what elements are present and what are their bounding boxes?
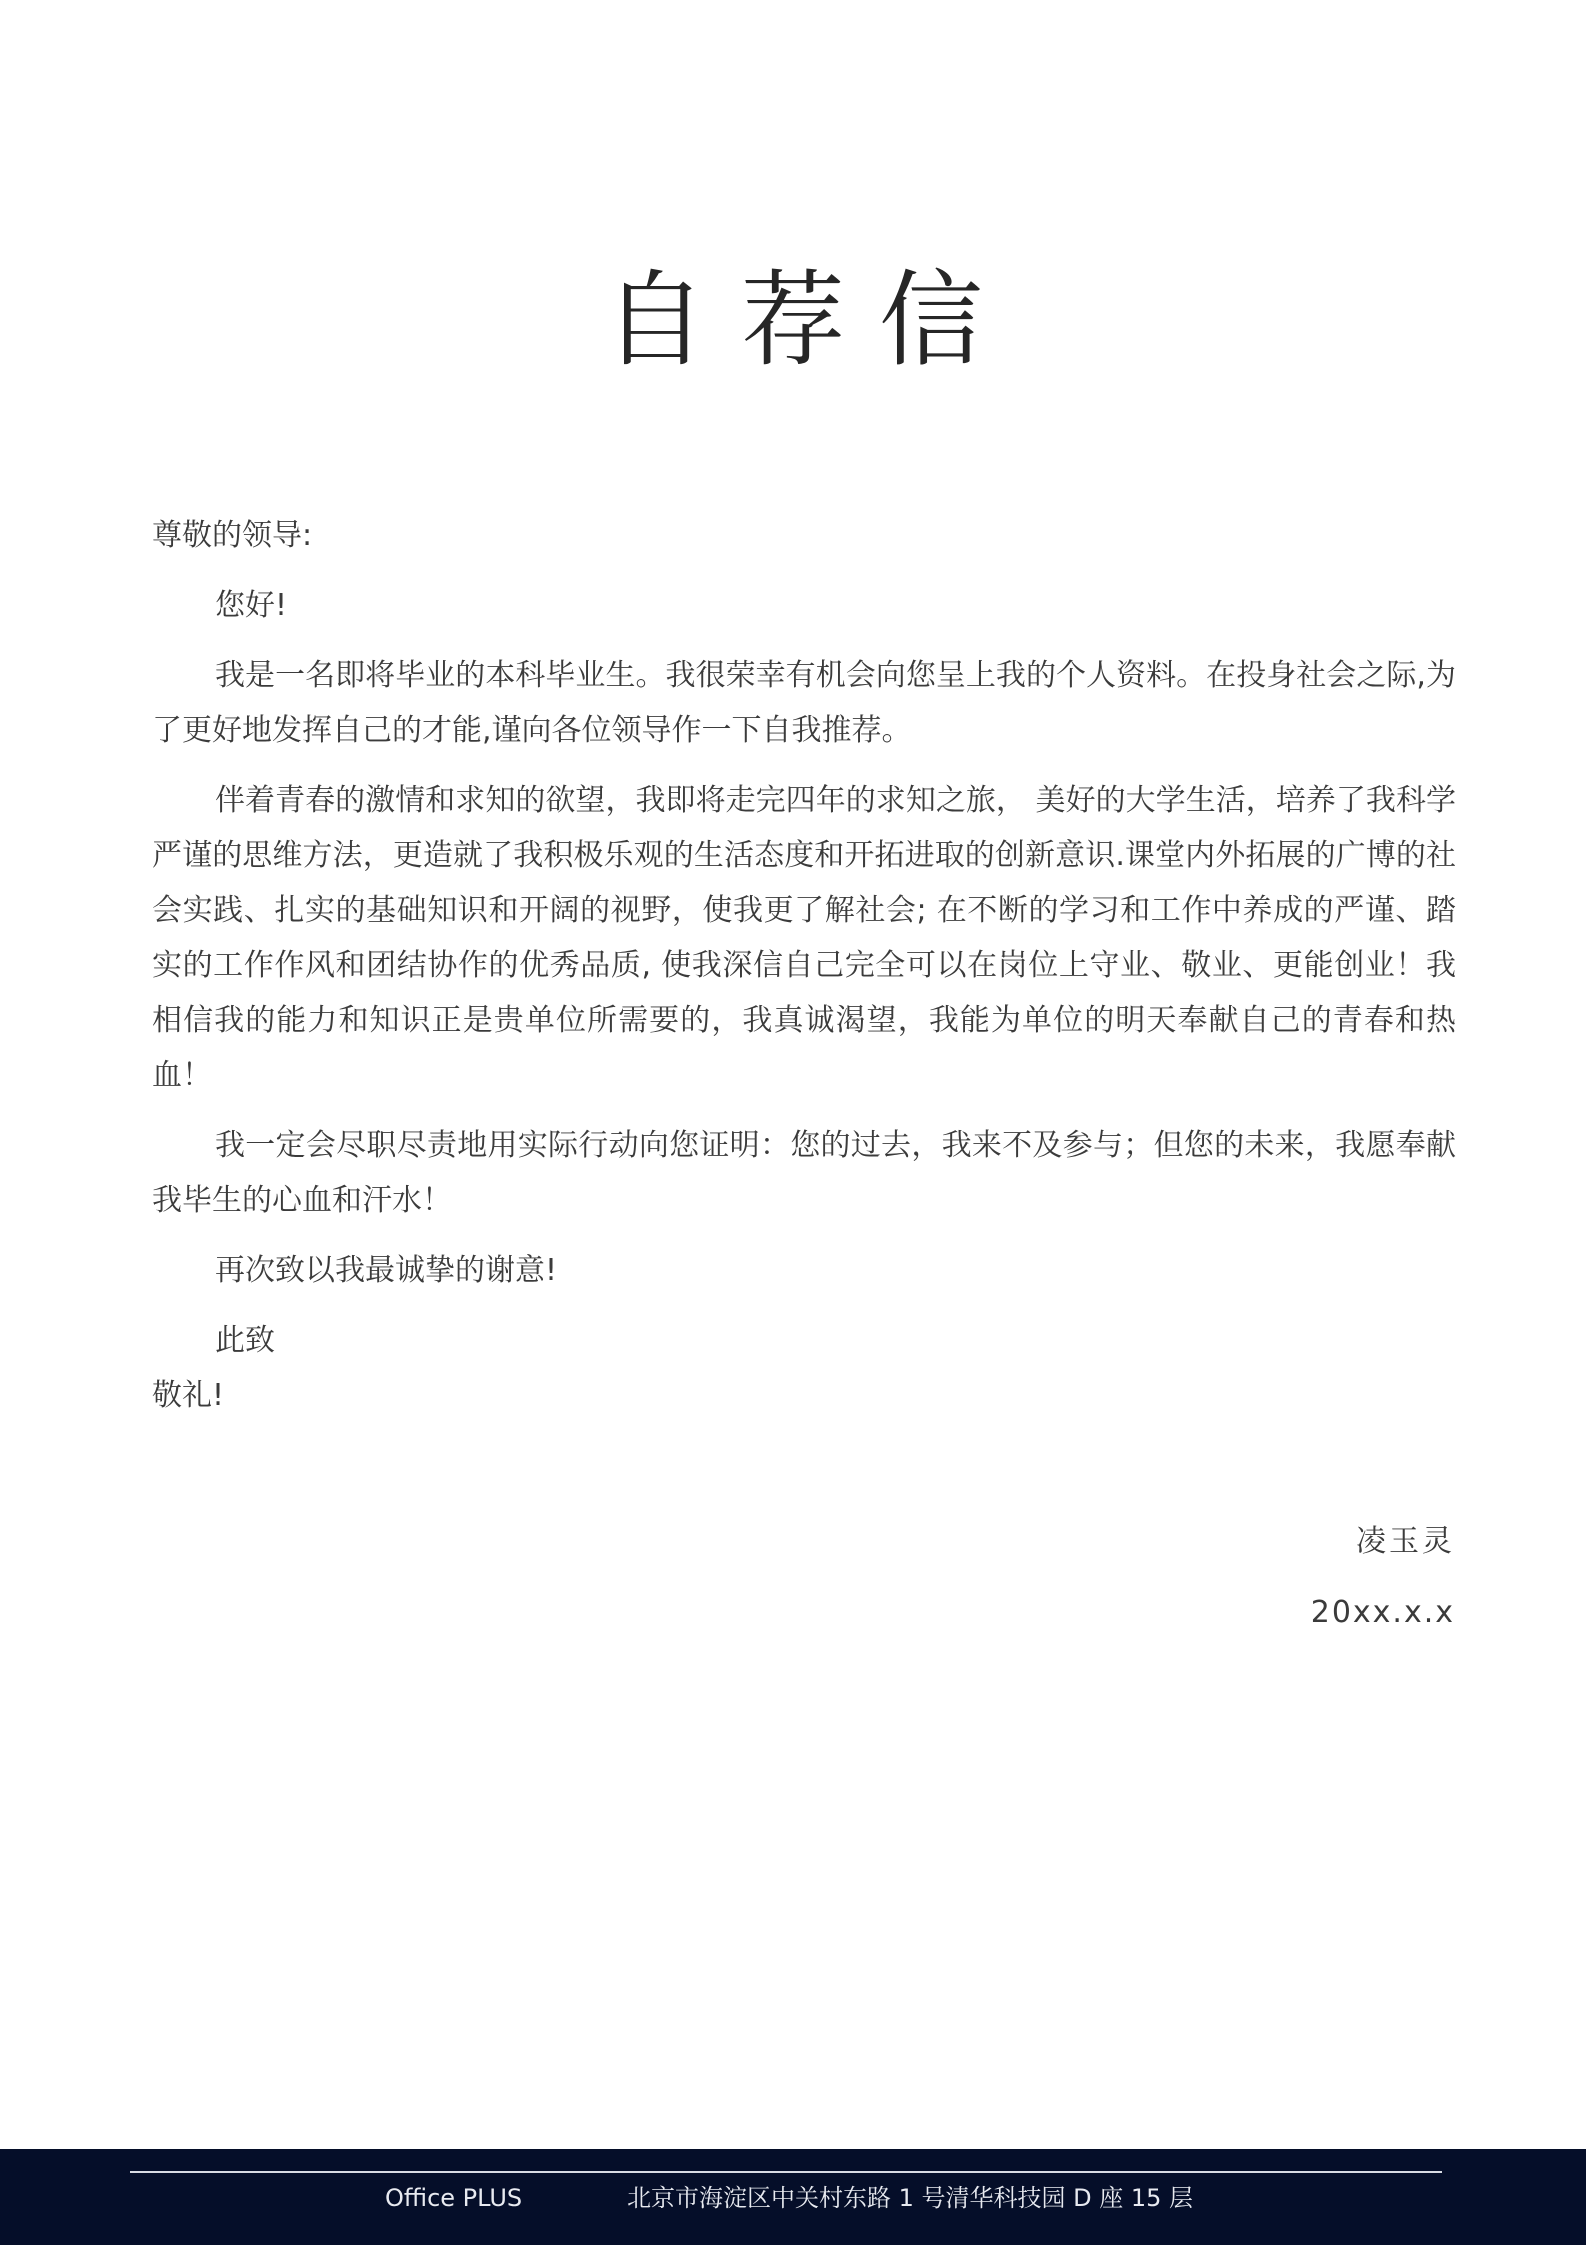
paragraph-introduction: 我是一名即将毕业的本科毕业生。我很荣幸有机会向您呈上我的个人资料。在投身社会之际,为了更好地发挥自己的才能,谨向各位领导作一下自我推荐。 <box>152 658 1456 748</box>
signature-date: 20xx.x.x <box>1310 1595 1455 1630</box>
closing-line-1: 此致 <box>215 1323 275 1358</box>
footer-brand: Office PLUS <box>385 2184 523 2212</box>
signature-name: 凌玉灵 <box>1356 1524 1455 1559</box>
page-title: 自荐信 <box>602 259 1017 381</box>
footer-address: 北京市海淀区中关村东路 1 号清华科技园 D 座 15 层 <box>627 2184 1194 2212</box>
greeting: 您好! <box>215 588 288 623</box>
signature-block <box>1311 1514 1455 1640</box>
paragraph-thanks: 再次致以我最诚挚的谢意! <box>215 1253 558 1288</box>
closing-line-2: 敬礼! <box>152 1378 225 1413</box>
footer-divider <box>130 2171 1442 2173</box>
letter-body <box>152 508 1456 1423</box>
paragraph-commitment: 我一定会尽职尽责地用实际行动向您证明：您的过去，我来不及参与；但您的未来，我愿奉献我毕生的心血和汗水！ <box>152 1128 1456 1218</box>
footer <box>0 2149 1586 2245</box>
salutation: 尊敬的领导: <box>152 518 313 553</box>
paragraph-experience: 伴着青春的激情和求知的欲望，我即将走完四年的求知之旅， 美好的大学生活，培养了我科学严谨的思维方法，更造就了我积极乐观的生活态度和开拓进取的创新意识.课堂内外拓展的广博的社会实践、扎实的基础知识和开阔的视野，使我更了解社会; 在不断的学习和工作中养成的严谨、踏实的工作作风和团结协作的优秀品质, 使我深信自己完全可以在岗位上守业、敬业、更能创业！我相信我的能力和知识正是贵单位所需要的，我真诚渴望，我能为单位的明天奉献自己的青春和热血！ <box>152 783 1456 1093</box>
